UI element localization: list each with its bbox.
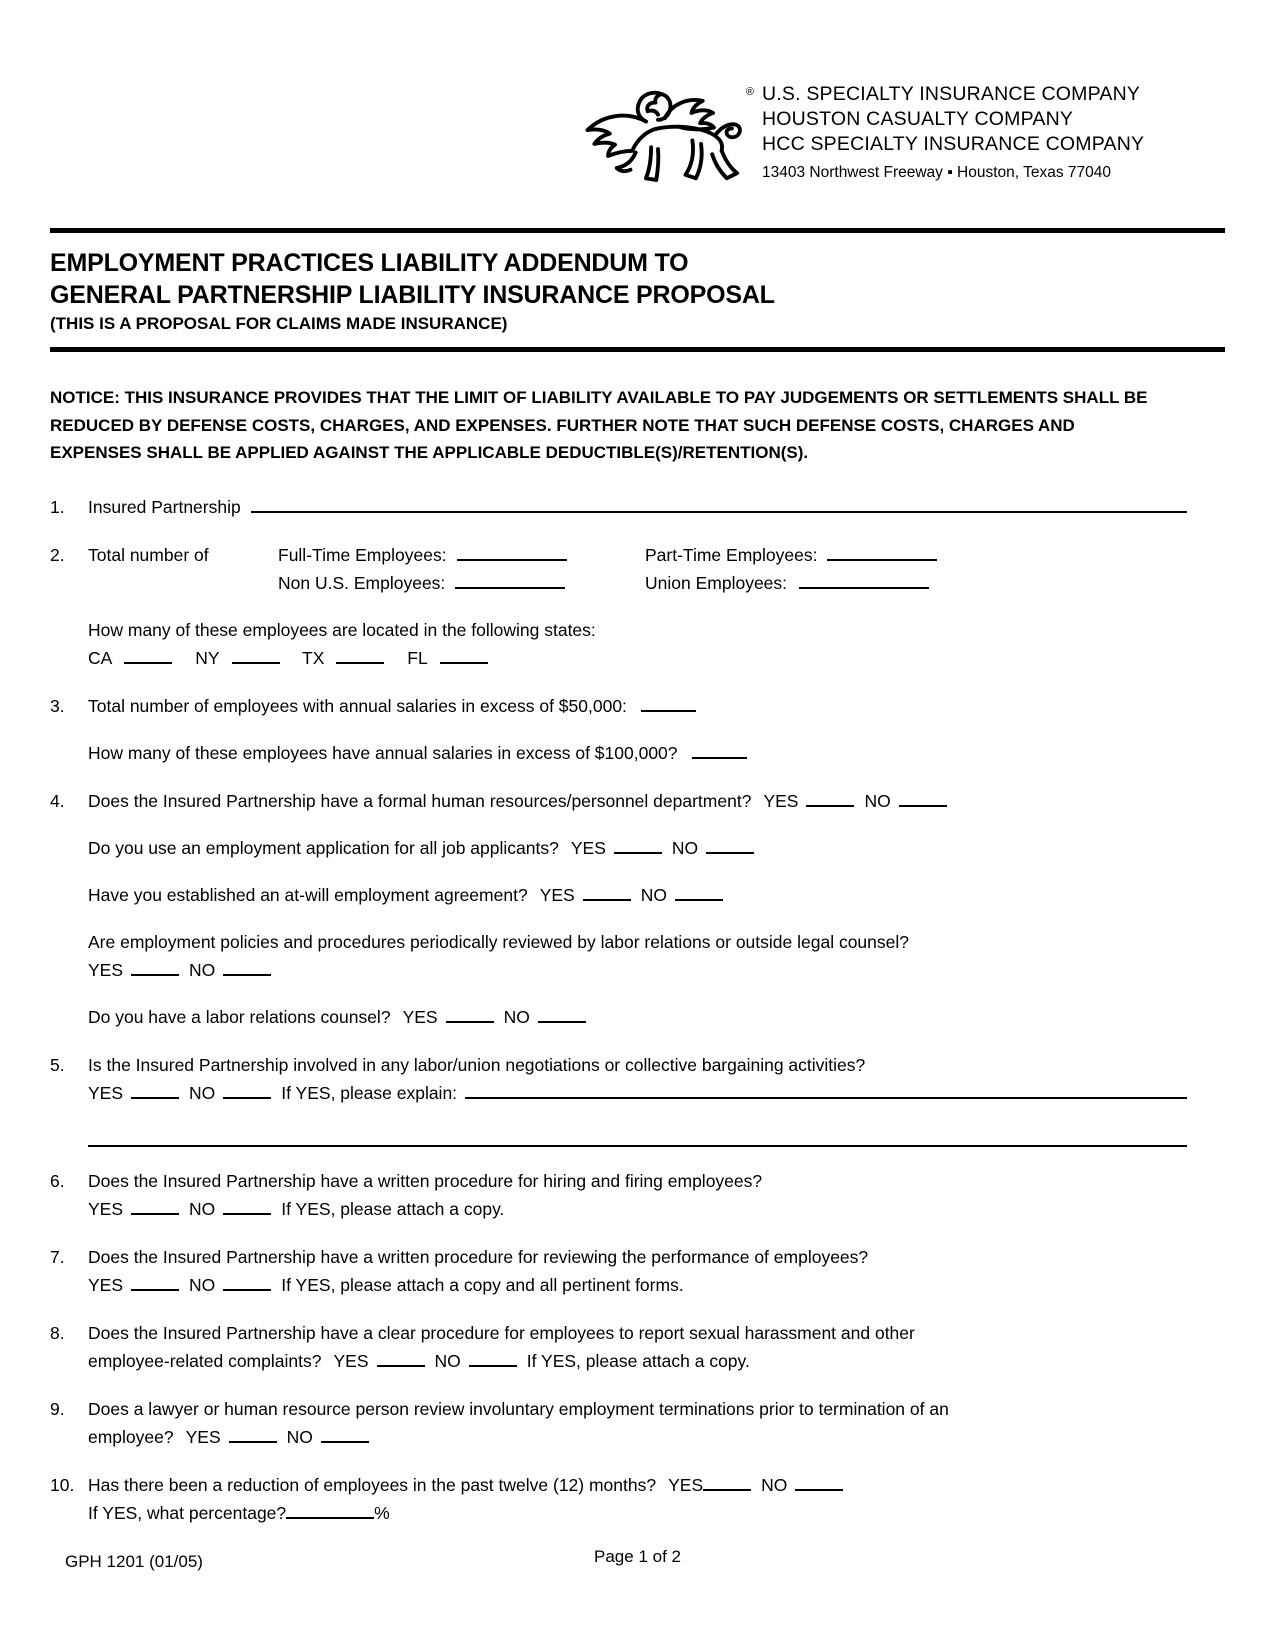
state-ca-field[interactable] <box>124 644 172 664</box>
q6-yes-field[interactable] <box>131 1195 179 1215</box>
griffin-logo <box>572 80 754 188</box>
states-prompt: How many of these employees are located in the following states: <box>88 619 596 640</box>
question-8-number: 8. <box>50 1322 65 1343</box>
insured-partnership-field[interactable] <box>251 493 1187 513</box>
no-label: NO <box>671 837 699 858</box>
q4-atwill-yes-field[interactable] <box>583 881 631 901</box>
yes-label: YES <box>88 1274 124 1295</box>
full-time-label: Full-Time Employees: <box>278 544 447 565</box>
non-us-field[interactable] <box>455 569 565 589</box>
question-10-text: Has there been a reduction of employees in the past twelve (12) months? <box>88 1474 657 1495</box>
company-name-2: HOUSTON CASUALTY COMPANY <box>762 108 1074 130</box>
question-3 <box>50 692 1225 767</box>
q4-application-no-field[interactable] <box>706 834 754 854</box>
q10-if-yes-label: If YES, what percentage? <box>88 1502 287 1523</box>
question-5-number: 5. <box>50 1054 65 1075</box>
q4-policies-yes-field[interactable] <box>131 956 179 976</box>
no-label: NO <box>864 790 891 811</box>
insured-partnership-label: Insured Partnership <box>88 496 241 517</box>
no-label: NO <box>640 884 667 905</box>
q6-if-yes-label: If YES, please attach a copy. <box>281 1198 505 1219</box>
salary-50k-field[interactable] <box>641 692 696 712</box>
question-6 <box>50 1167 1225 1223</box>
question-1-number: 1. <box>50 496 65 517</box>
question-8 <box>50 1319 1225 1375</box>
q4-hr-yes-field[interactable] <box>806 787 854 807</box>
notice-paragraph: NOTICE: THIS INSURANCE PROVIDES THAT THE LIMIT OF LIABILITY AVAILABLE TO PAY JUDGEMENTS OR SETTLEMENTS SHALL BE REDUCED BY DEFENSE COSTS, CHARGES, AND EXPENSES. FURTHER NOTE THAT SUCH DEFENSE COSTS, CHARGES AND EXPENSES SHALL BE APPLIED AGAINST THE APPLICABLE DEDUCTIBLE(S)/RETENTION(S). <box>50 388 1148 462</box>
q7-yes-field[interactable] <box>131 1271 179 1291</box>
q4-policies-no-field[interactable] <box>223 956 271 976</box>
q8-no-field[interactable] <box>469 1347 517 1367</box>
q7-no-field[interactable] <box>223 1271 271 1291</box>
question-6-text: Does the Insured Partnership have a written procedure for hiring and firing employees? <box>88 1170 763 1191</box>
question-4-sub1-text: Do you use an employment application for all job applicants? <box>88 837 559 858</box>
divider-top <box>50 228 1225 233</box>
q9-yes-field[interactable] <box>229 1423 277 1443</box>
form-number: GPH 1201 (01/05) <box>65 1552 203 1571</box>
page-indicator: Page 1 of 2 <box>594 1547 681 1566</box>
full-time-field[interactable] <box>457 541 567 561</box>
question-4-sub4-text: Do you have a labor relations counsel? <box>88 1006 391 1027</box>
q9-no-field[interactable] <box>321 1423 369 1443</box>
salary-100k-field[interactable] <box>692 739 747 759</box>
form-subtitle: (THIS IS A PROPOSAL FOR CLAIMS MADE INSURANCE) <box>50 314 508 333</box>
non-us-label: Non U.S. Employees: <box>278 572 446 593</box>
no-label: NO <box>503 1006 530 1027</box>
state-fl-field[interactable] <box>440 644 488 664</box>
part-time-field[interactable] <box>827 541 937 561</box>
question-9-number: 9. <box>50 1398 65 1419</box>
no-label: NO <box>761 1474 788 1495</box>
question-4-number: 4. <box>50 790 65 811</box>
if-yes-explain-label: If YES, please explain: <box>281 1082 458 1103</box>
no-label: NO <box>189 1274 216 1295</box>
yes-label: YES <box>668 1474 704 1495</box>
state-fl-label: FL <box>407 647 428 668</box>
question-5-text: Is the Insured Partnership involved in any labor/union negotiations or collective bargaining activities? <box>88 1054 866 1075</box>
q7-if-yes-label: If YES, please attach a copy and all pertinent forms. <box>281 1274 684 1295</box>
question-7 <box>50 1243 1225 1299</box>
question-3-text: Total number of employees with annual salaries in excess of $50,000: <box>88 695 627 716</box>
question-7-number: 7. <box>50 1246 65 1267</box>
company-header <box>50 80 1225 188</box>
part-time-label: Part-Time Employees: <box>645 544 818 565</box>
yes-label: YES <box>88 1082 124 1103</box>
q8-yes-field[interactable] <box>377 1347 425 1367</box>
question-9-line1: Does a lawyer or human resource person review involuntary employment terminations prior to termination of an <box>88 1398 949 1419</box>
q4-counsel-yes-field[interactable] <box>446 1003 494 1023</box>
q10-yes-field[interactable] <box>703 1471 751 1491</box>
q5-explain-field[interactable] <box>465 1079 1187 1099</box>
q4-hr-no-field[interactable] <box>899 787 947 807</box>
question-6-number: 6. <box>50 1170 65 1191</box>
state-ca-label: CA <box>88 647 113 668</box>
q10-no-field[interactable] <box>795 1471 843 1491</box>
q5-yes-field[interactable] <box>131 1079 179 1099</box>
question-3-number: 3. <box>50 695 65 716</box>
question-10-number: 10. <box>50 1474 75 1495</box>
q5-no-field[interactable] <box>223 1079 271 1099</box>
yes-label: YES <box>763 790 799 811</box>
question-10 <box>50 1471 1225 1527</box>
state-tx-label: TX <box>302 647 325 668</box>
q5-explain-field-line2[interactable] <box>88 1125 1187 1147</box>
state-ny-field[interactable] <box>232 644 280 664</box>
q4-application-yes-field[interactable] <box>614 834 662 854</box>
company-name-1: U.S. SPECIALTY INSURANCE COMPANY <box>762 83 1141 105</box>
no-label: NO <box>189 1082 216 1103</box>
state-ny-label: NY <box>195 647 220 668</box>
yes-label: YES <box>539 884 575 905</box>
yes-label: YES <box>570 837 606 858</box>
question-3-sub-text: How many of these employees have annual salaries in excess of $100,000? <box>88 742 678 763</box>
yes-label: YES <box>402 1006 438 1027</box>
percent-sign: % <box>374 1502 390 1523</box>
question-2-number: 2. <box>50 544 65 565</box>
question-8-line1: Does the Insured Partnership have a clear procedure for employees to report sexual harassment and other <box>88 1322 915 1343</box>
question-4-text: Does the Insured Partnership have a formal human resources/personnel department? <box>88 790 752 811</box>
q4-counsel-no-field[interactable] <box>538 1003 586 1023</box>
form-title-line1: EMPLOYMENT PRACTICES LIABILITY ADDENDUM TO <box>50 249 689 277</box>
question-8-line2: employee-related complaints? <box>88 1350 322 1371</box>
question-4-sub3-text: Are employment policies and procedures periodically reviewed by labor relations or outside legal counsel? <box>88 931 910 952</box>
q6-no-field[interactable] <box>223 1195 271 1215</box>
union-label: Union Employees: <box>645 572 788 593</box>
form-title-line2: GENERAL PARTNERSHIP LIABILITY INSURANCE PROPOSAL <box>50 281 775 309</box>
no-label: NO <box>434 1350 461 1371</box>
company-name-3: HCC SPECIALTY INSURANCE COMPANY <box>762 133 1145 155</box>
company-address: 13403 Northwest Freeway ▪ Houston, Texas 77040 <box>762 164 1111 181</box>
question-1 <box>50 493 1225 521</box>
question-9-line2: employee? <box>88 1426 174 1447</box>
divider-title <box>50 347 1225 352</box>
question-9 <box>50 1395 1225 1451</box>
total-number-label: Total number of <box>88 544 209 565</box>
yes-label: YES <box>333 1350 369 1371</box>
question-5 <box>50 1051 1225 1147</box>
q8-if-yes-label: If YES, please attach a copy. <box>526 1350 750 1371</box>
question-4-sub2-text: Have you established an at-will employment agreement? <box>88 884 528 905</box>
question-2 <box>50 541 1225 672</box>
question-7-text: Does the Insured Partnership have a written procedure for reviewing the performance of employees? <box>88 1246 869 1267</box>
no-label: NO <box>286 1426 313 1447</box>
registered-trademark: ® <box>745 86 754 98</box>
state-tx-field[interactable] <box>336 644 384 664</box>
yes-label: YES <box>88 1198 124 1219</box>
griffin-logo-icon <box>572 80 744 188</box>
yes-label: YES <box>88 959 124 980</box>
no-label: NO <box>189 1198 216 1219</box>
question-4 <box>50 787 1225 1031</box>
no-label: NO <box>189 959 216 980</box>
q4-atwill-no-field[interactable] <box>675 881 723 901</box>
yes-label: YES <box>185 1426 221 1447</box>
q10-percentage-field[interactable] <box>286 1499 374 1519</box>
union-field[interactable] <box>799 569 929 589</box>
